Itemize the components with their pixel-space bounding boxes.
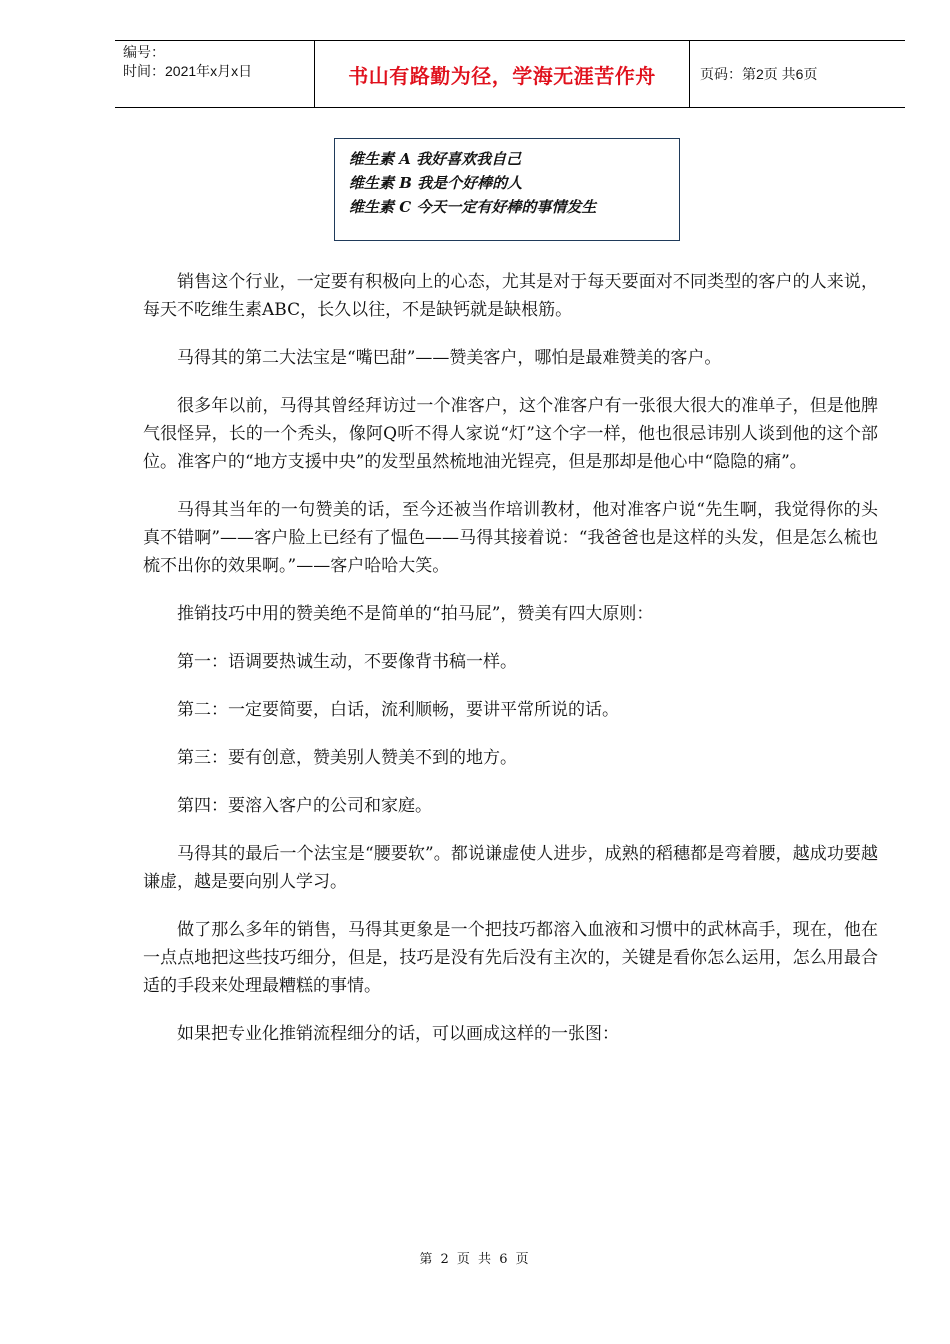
paragraph: 马得其的第二大法宝是“嘴巴甜”——赞美客户，哪怕是最难赞美的客户。 [177, 348, 722, 368]
paragraph: 马得其的最后一个法宝是“腰要软”。都说谦虚使人进步，成熟的稻穗都是弯着腰，越成功要越谦虚，越是要向别人学习。 [143, 844, 878, 892]
document-time-label: 时间：2021年x月x日 [123, 63, 253, 79]
principle-item: 第二：一定要简要，白话，流利顺畅，要讲平常所说的话。 [177, 700, 619, 720]
paragraph: 马得其当年的一句赞美的话，至今还被当作培训教材，他对准客户说“先生啊，我觉得你的头真不错啊”——客户脸上已经有了愠色——马得其接着说：“我爸爸也是这样的头发，但是怎么梳也梳不出你的效果啊。”——客户哈哈大笑。 [143, 500, 878, 576]
principle-item: 第四：要溶入客户的公司和家庭。 [177, 796, 432, 816]
document-number-label: 编号： [123, 44, 165, 60]
principle-item: 第一：语调要热诚生动，不要像背书稿一样。 [177, 652, 517, 672]
page-header [115, 40, 905, 108]
paragraph: 销售这个行业，一定要有积极向上的心态，尤其是对于每天要面对不同类型的客户的人来说，每天不吃维生素ABC，长久以往，不是缺钙就是缺根筋。 [143, 272, 878, 320]
principle-item: 第三：要有创意，赞美别人赞美不到的地方。 [177, 748, 517, 768]
body-content [143, 268, 878, 1068]
header-page-info: 页码：第2页 共6页 [700, 66, 818, 82]
vitamin-a-line: 维生素 A 我好喜欢我自己 [349, 150, 522, 168]
header-motto: 书山有路勤为径，学海无涯苦作舟 [315, 41, 690, 107]
paragraph: 如果把专业化推销流程细分的话，可以画成这样的一张图： [177, 1024, 619, 1044]
header-meta [115, 41, 315, 107]
paragraph: 做了那么多年的销售，马得其更象是一个把技巧都溶入血液和习惯中的武林高手，现在，他在一点点地把这些技巧细分，但是，技巧是没有先后没有主次的，关键是看你怎么运用，怎么用最合适的手段来处理最糟糕的事情。 [143, 920, 878, 996]
paragraph: 很多年以前，马得其曾经拜访过一个准客户，这个准客户有一张很大很大的准单子，但是他脾气很怪异，长的一个秃头，像阿Q听不得人家说“灯”这个字一样，他也很忌讳别人谈到他的这个部位。准客户的“地方支援中央”的发型虽然梳地油光锃亮，但是那却是他心中“隐隐的痛”。 [143, 396, 878, 472]
page-footer: 第 2 页 共 6 页 [419, 1252, 531, 1267]
paragraph: 推销技巧中用的赞美绝不是简单的“拍马屁”，赞美有四大原则： [177, 604, 654, 624]
vitamin-box [334, 138, 680, 241]
vitamin-c-line: 维生素 C 今天一定有好棒的事情发生 [349, 198, 597, 216]
vitamin-b-line: 维生素 B 我是个好棒的人 [349, 174, 523, 192]
